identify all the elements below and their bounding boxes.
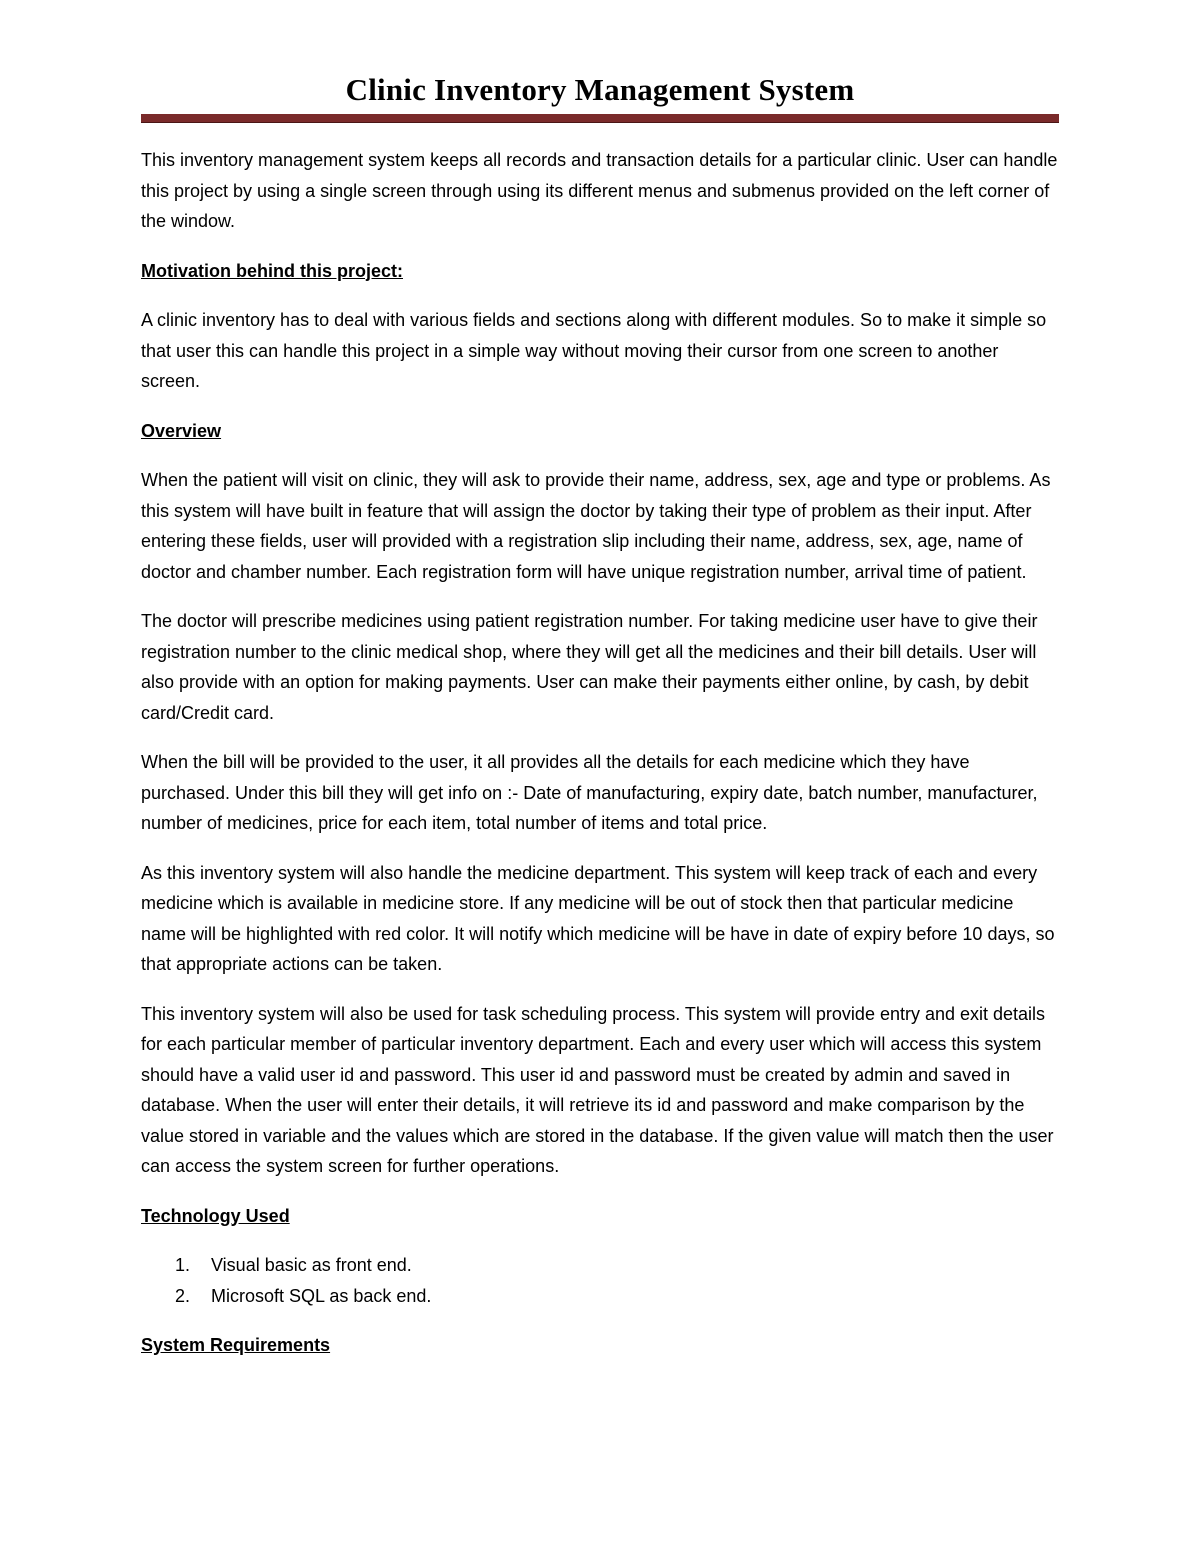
overview-heading: Overview [141,420,222,441]
overview-paragraph: This inventory system will also be used for task scheduling process. This system will provide entry and exit details for each particular member of particular inventory department. Each and every user which will access this system should have a valid user id and password. This user id and password must be created by admin and saved in database. When the user will enter their details, it will retrieve its id and password and make comparison by the value stored in variable and the values which are stored in the database. If the given value will match then the user can access the system screen for further operations. [141,1003,1054,1176]
list-item-text: Microsoft SQL as back end. [211,1285,432,1306]
title-underline-rule [141,114,1059,123]
overview-paragraph: As this inventory system will also handle the medicine department. This system will keep track of each and every medicine which is available in medicine store. If any medicine will be out of stock then that particular medicine name will be highlighted with red color. It will notify which medicine will be have in date of expiry before 10 days, so that appropriate actions can be taken. [141,862,1055,974]
requirements-heading: System Requirements [141,1335,331,1355]
document-page [141,70,1059,1380]
document-title: Clinic Inventory Management System [345,72,855,107]
motivation-paragraph: A clinic inventory has to deal with various fields and sections along with different modules. So to make it simple so that user this can handle this project in a simple way without moving their cursor from one screen to another screen. [141,310,1047,391]
list-item [141,1250,1059,1281]
overview-paragraph: The doctor will prescribe medicines using patient registration number. For taking medicine user have to give their registration number to the clinic medical shop, where they will get all the medicines and their bill details. User will also provide with an option for making payments. User can make their payments either online, by cash, by debit card/Credit card. [141,611,1038,723]
intro-paragraph: This inventory management system keeps all records and transaction details for a particular clinic. User can handle this project by using a single screen through using its different menus and submenus provided on the left corner of the window. [141,150,1058,231]
technology-heading: Technology Used [141,1205,290,1226]
overview-paragraph: When the bill will be provided to the user, it all provides all the details for each medicine which they have purchased. Under this bill they will get info on :- Date of manufacturing, expiry date, batch number, manufacturer, number of medicines, price for each item, total number of items and total price. [141,752,1038,833]
overview-paragraph: When the patient will visit on clinic, they will ask to provide their name, address, sex, age and type or problems. As this system will have built in feature that will assign the doctor by taking their type of problem as their input. After entering these fields, user will provided with a registration slip including their name, address, sex, age, name of doctor and chamber number. Each registration form will have unique registration number, arrival time of patient. [141,470,1051,582]
list-item [141,1281,1059,1312]
motivation-heading: Motivation behind this project: [141,260,403,281]
technology-list [141,1250,1059,1311]
list-item-number: 2. [175,1285,191,1306]
list-item-text: Visual basic as front end. [211,1255,412,1275]
list-item-number: 1. [175,1255,191,1275]
